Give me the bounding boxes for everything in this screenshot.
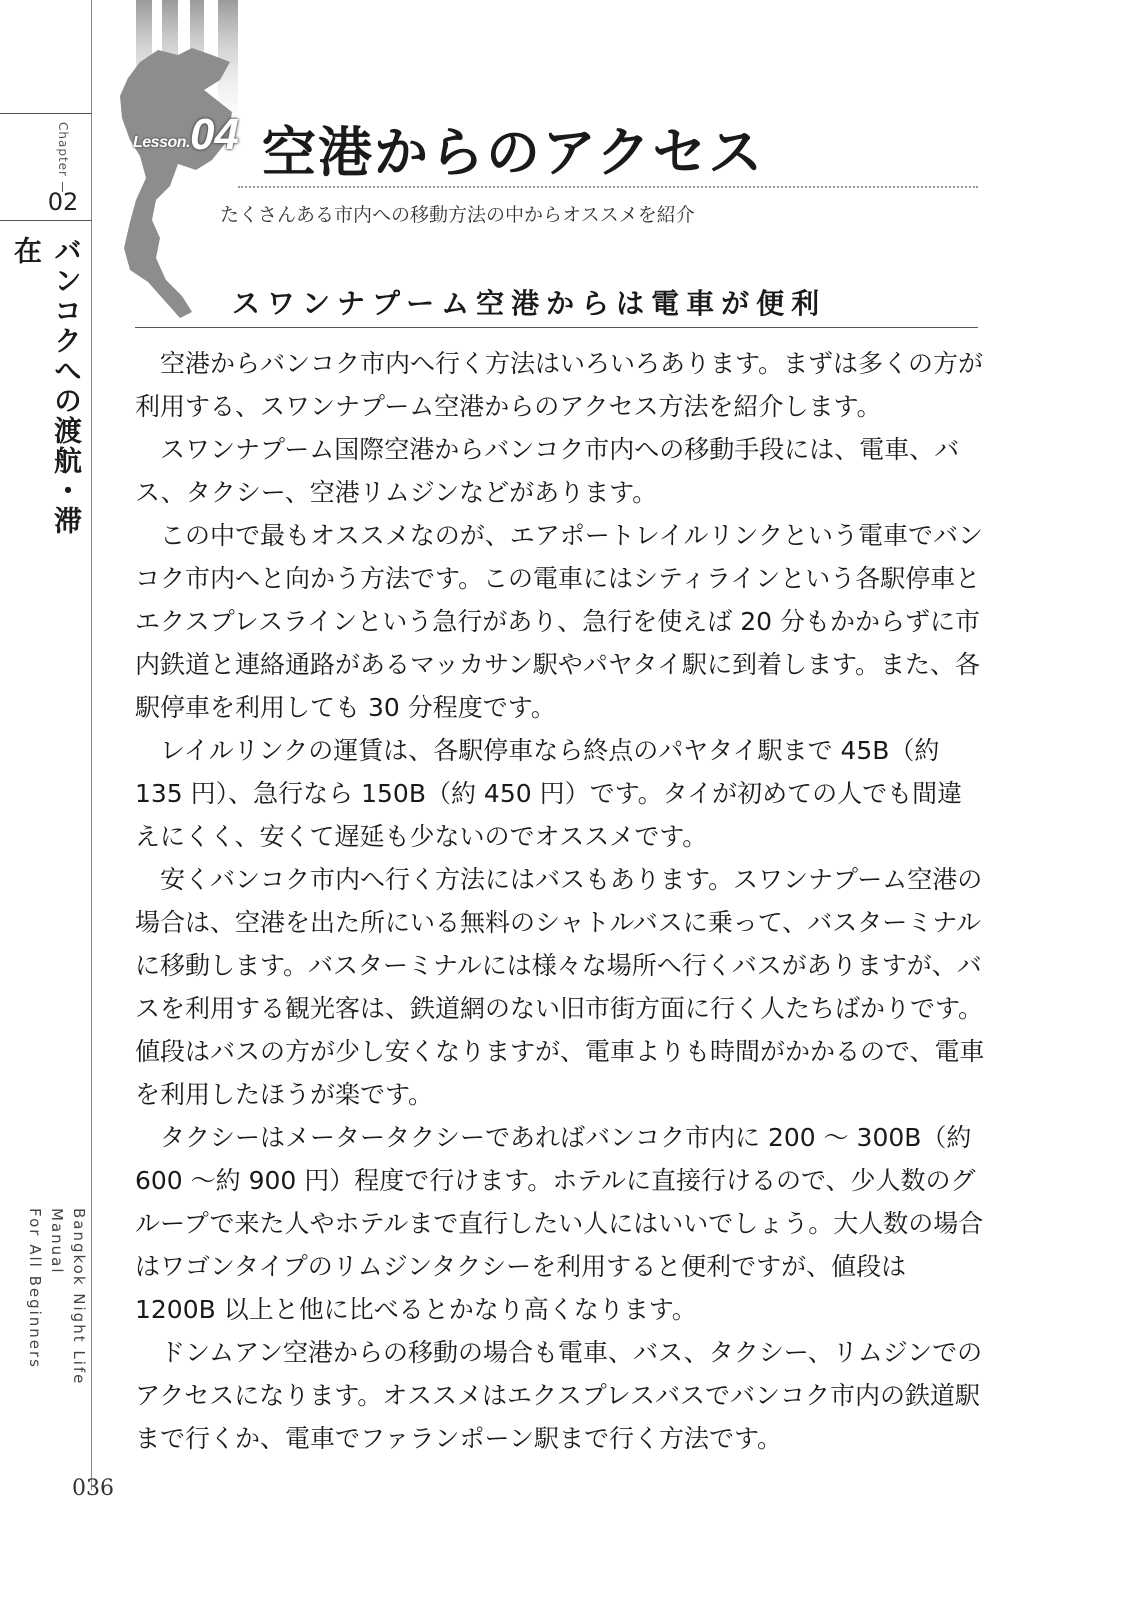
sidebar-divider <box>91 0 92 1490</box>
paragraph: スワンナプーム国際空港からバンコク市内への移動手段には、電車、バス、タクシー、空港リムジンなどがあります。 <box>135 435 960 507</box>
paragraph: この中で最もオススメなのが、エアポートレイルリンクという電車でバンコク市内へと向かう方法です。この電車にはシティラインという各駅停車とエクスプレスラインという急行があり、急行を使えば 20 分もかからずに市内鉄道と連絡通路があるマッカサン駅やパヤタイ駅に到着します。また、各駅停車を利用しても 30 分程度です。 <box>135 521 984 722</box>
paragraph: 安くバンコク市内へ行く方法にはバスもあります。スワンナプーム空港の場合は、空港を出た所にいる無料のシャトルバスに乗って、バスターミナルに移動します。バスターミナルには様々な場所へ行くバスがありますが、バスを利用する観光客は、鉄道網のない旧市街方面に行く人たちばかりです。値段はバスの方が少し安くなりますが、電車よりも時間がかかるので、電車を利用したほうが楽です。 <box>135 865 985 1109</box>
lesson-number: 04 <box>190 110 239 159</box>
chapter-box-top-rule <box>0 113 92 114</box>
paragraph: レイルリンクの運賃は、各駅停車なら終点のパヤタイ駅まで 45B（約 135 円）、急行なら 150B（約 450 円）です。タイが初めての人でも間違えにくく、安くて遅延も少ないのでオススメです。 <box>135 736 963 851</box>
chapter-title: バンコクへの渡航・滞在 <box>10 236 83 536</box>
section-rule <box>135 327 978 328</box>
page-subtitle: たくさんある市内への移動方法の中からオススメを紹介 <box>220 204 695 226</box>
chapter-label: Chapter <box>56 122 70 177</box>
paragraph: タクシーはメータータクシーであればバンコク市内に 200 ～ 300B（約 600 ～約 900 円）程度で行けます。ホテルに直接行けるので、少人数のグループで来た人やホテルまで直行したい人にはいいでしょう。大人数の場合はワゴンタイプのリムジンタクシーを利用すると便利ですが、値段は 1200B 以上と他に比べるとかなり高くなります。 <box>135 1123 984 1324</box>
title-dotted-rule <box>238 186 978 188</box>
page-title: 空港からのアクセス <box>262 121 765 184</box>
body-text <box>135 342 985 1460</box>
book-title-line2: For All Beginners <box>26 1208 44 1370</box>
thailand-map-icon <box>120 48 232 318</box>
paragraph: 空港からバンコク市内へ行く方法はいろいろあります。まずは多くの方が利用する、スワンナプーム空港からのアクセス方法を紹介します。 <box>135 349 984 421</box>
book-title <box>26 1208 90 1458</box>
book-title-line1: Bangkok Night Life Manual <box>48 1208 88 1386</box>
lesson-label: Lesson. <box>133 134 190 151</box>
paragraph: ドンムアン空港からの移動の場合も電車、バス、タクシー、リムジンでのアクセスになります。オススメはエクスプレスバスでバンコク市内の鉄道駅まで行くか、電車でファランポーン駅まで行く方法です。 <box>135 1338 983 1453</box>
chapter-box-bottom-rule <box>0 220 92 221</box>
chapter-number: 02 <box>47 188 79 216</box>
page-number: 036 <box>72 1476 114 1501</box>
section-heading: スワンナプーム空港からは電車が便利 <box>232 287 827 320</box>
